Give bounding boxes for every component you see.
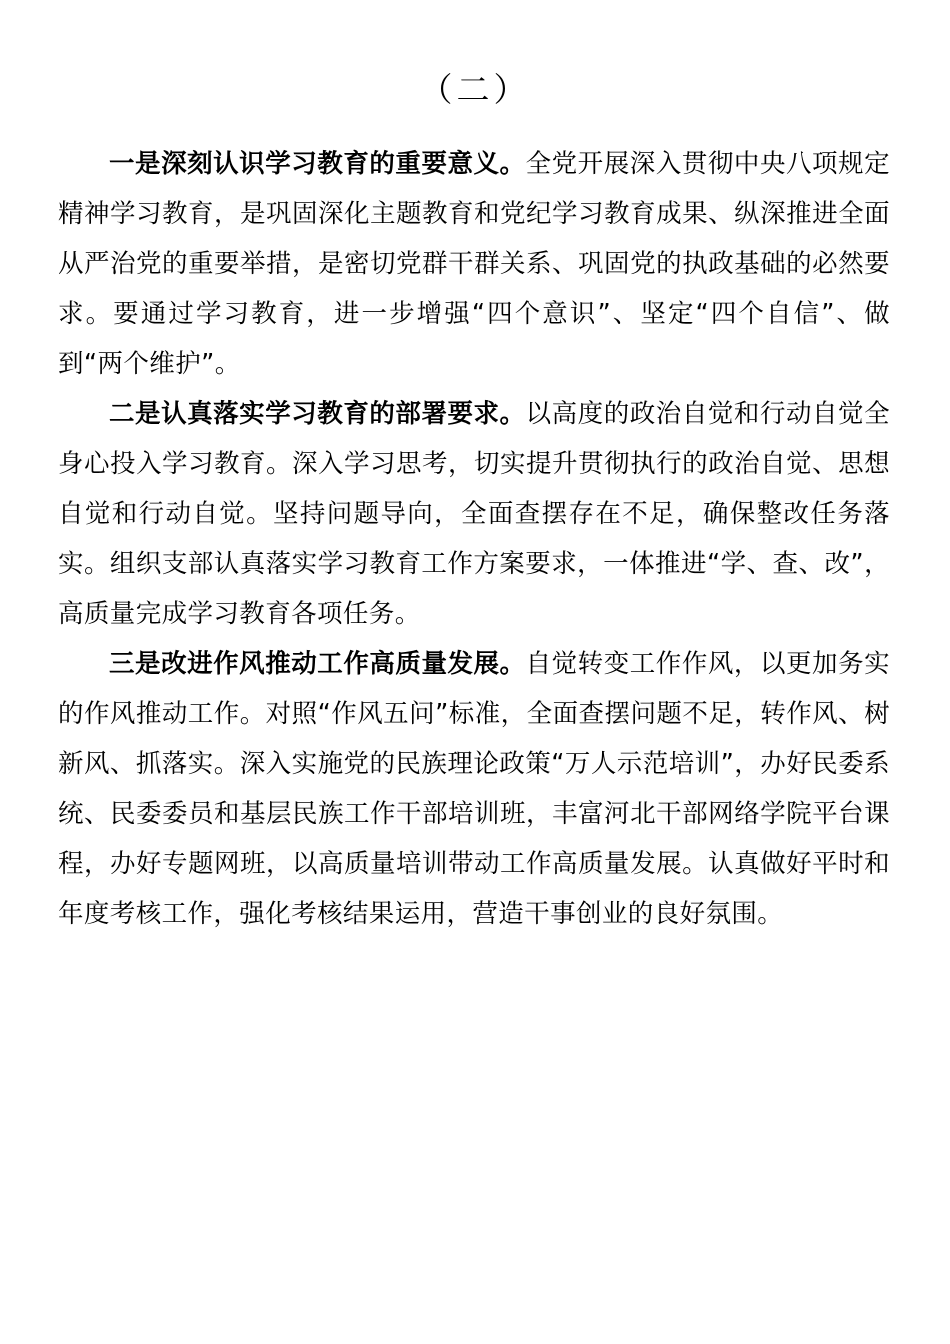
paragraph-1 bbox=[58, 139, 890, 389]
section-heading: （二） bbox=[419, 70, 531, 109]
paragraph-3 bbox=[58, 639, 890, 939]
paragraph-3-lead: 三是改进作风推动工作高质量发展。 bbox=[109, 649, 526, 679]
document-body bbox=[58, 139, 890, 939]
paragraph-1-lead: 一是深刻认识学习教育的重要意义。 bbox=[109, 149, 526, 179]
paragraph-1-text: 全党开展深入贯彻中央八项规定精神学习教育，是巩固深化主题教育和党纪学习教育成果、纵深推进全面从严治党的重要举措，是密切党群干群关系、巩固党的执政基础的必然要求。要通过学习教育，进一步增强“四个意识”、坚定“四个自信”、做到“两个维护”。 bbox=[58, 149, 890, 379]
paragraph-3-text: 自觉转变工作作风，以更加务实的作风推动工作。对照“作风五问”标准，全面查摆问题不足，转作风、树新风、抓落实。深入实施党的民族理论政策“万人示范培训”，办好民委系统、民委委员和基层民族工作干部培训班，丰富河北干部网络学院平台课程，办好专题网班，以高质量培训带动工作高质量发展。认真做好平时和年度考核工作，强化考核结果运用，营造干事创业的良好氛围。 bbox=[58, 649, 890, 929]
paragraph-2 bbox=[58, 389, 890, 639]
paragraph-2-text: 以高度的政治自觉和行动自觉全身心投入学习教育。深入学习思考，切实提升贯彻执行的政治自觉、思想自觉和行动自觉。坚持问题导向，全面查摆存在不足，确保整改任务落实。组织支部认真落实学习教育工作方案要求，一体推进“学、查、改”，高质量完成学习教育各项任务。 bbox=[58, 399, 890, 629]
paragraph-2-lead: 二是认真落实学习教育的部署要求。 bbox=[109, 399, 526, 429]
